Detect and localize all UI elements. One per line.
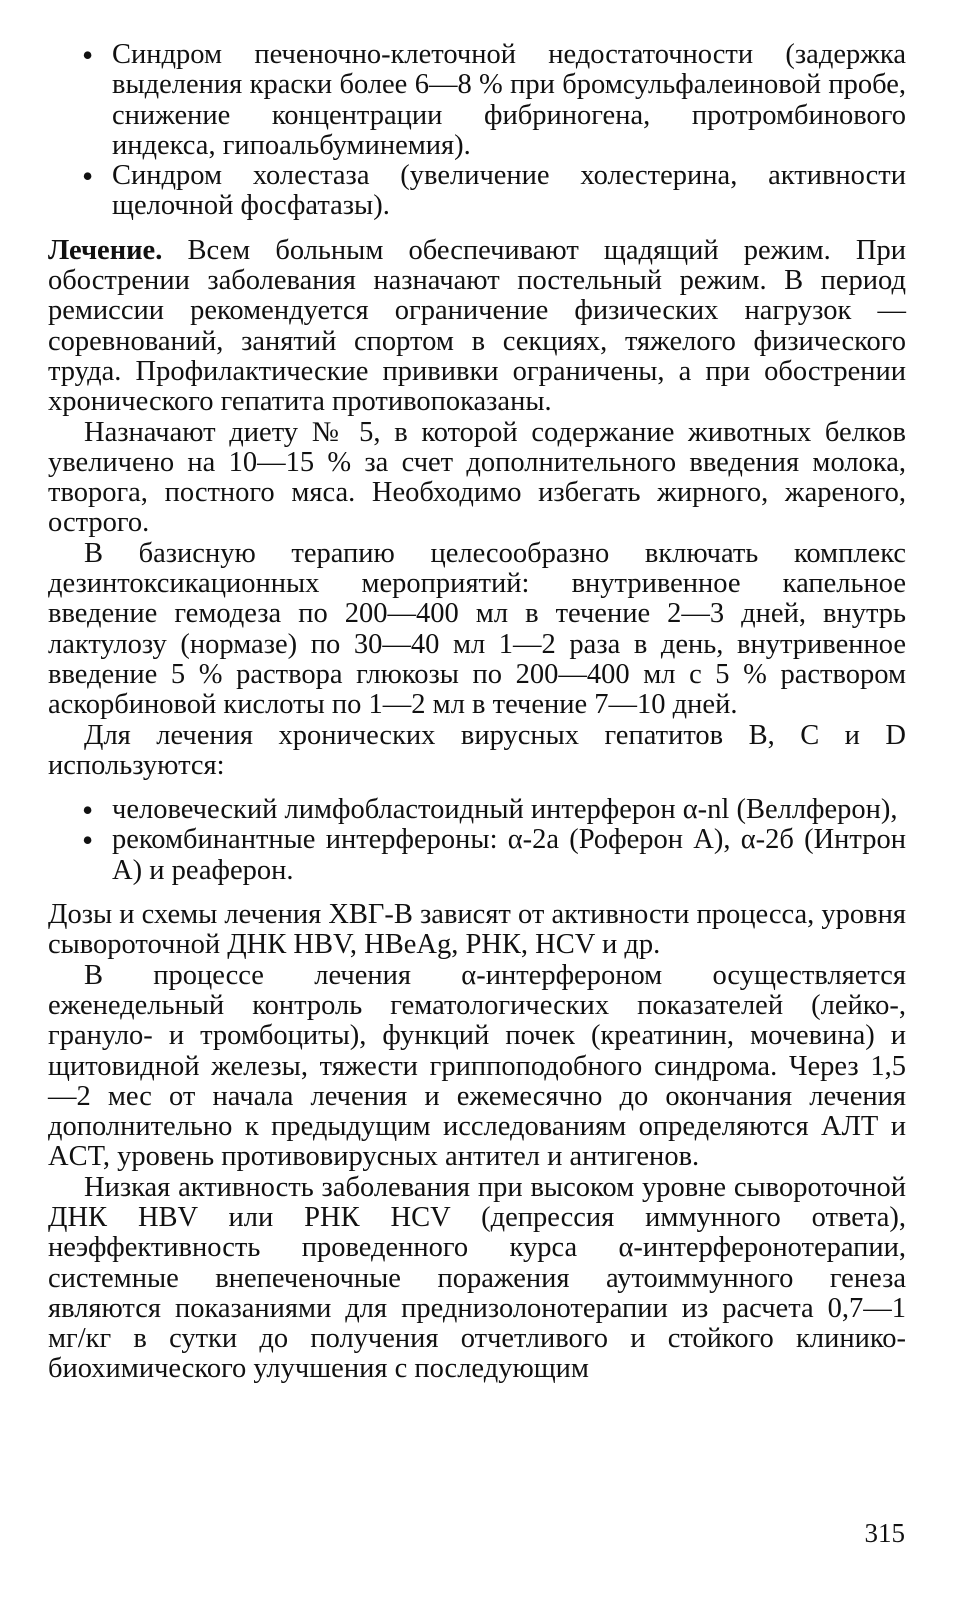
prednisolone-paragraph: Низкая активность заболевания при высоком уровне сывороточной ДНК HBV или РНК HCV (депрессия иммунного ответа), неэффективность проведенного курса α-интерферонотерапии, системные внепеченочные поражения аутоиммунного генеза являются показаниями для преднизолонотерапии из расчета 0,7—1 мг/кг в сутки до получения отчетливого и стойкого клинико-биохимического улучшения с последующим: [48, 1171, 906, 1385]
monitoring-paragraph: В процессе лечения α-интерфероном осуществляется еженедельный контроль гематологических показателей (лейко-, грануло- и тромбоциты), функций почек (креатинин, мочевина) и щитовидной железы, тяжести гриппоподобного синдрома. Через 1,5—2 мес от начала лечения и ежемесячно до окончания лечения дополнительно к предыдущим исследованиям определяются АЛТ и ACT, уровень противовирусных антител и антигенов.: [48, 959, 906, 1173]
therapy-paragraph: В базисную терапию целесообразно включать комплекс дезинтоксикационных мероприятий: внутривенное капельное введение гемодеза по 200—400 мл в течение 2—3 дней, внутрь лактулозу (нормазе) по 30—40 мл 1—2 раза в день, внутривенное введение 5 % раствора глюкозы по 200—400 мл с 5 % раствором аскорбиновой кислоты по 1—2 мл в течение 7—10 дней.: [48, 537, 906, 721]
list-item: • Синдром печеночно-клеточной недостаточности (задержка выделения краски более 6—8 % при бромсульфалеиновой пробе, снижение концентрации фибриногена, протромбинового индекса, гипоальбуминемия).: [48, 40, 906, 161]
doses-paragraph: Дозы и схемы лечения ХВГ-В зависят от активности процесса, уровня сывороточной ДНК HBV, HBeAg, РНК, HCV и др.: [48, 899, 906, 961]
hepatitis-paragraph: Для лечения хронических вирусных гепатитов В, С и D используются:: [48, 719, 906, 781]
list-item: • Синдром холестаза (увеличение холестерина, активности щелочной фосфатазы).: [48, 161, 906, 222]
syndrome-list: [48, 40, 906, 222]
interferon-list: [48, 795, 906, 886]
section-heading: Лечение.: [48, 234, 163, 266]
treatment-text: Всем больным обеспечивают щадящий режим. При обострении заболевания назначают постельный режим. В период ремиссии рекомендуется ограничение физических нагрузок — соревнований, занятий спортом в секциях, тяжелого физического труда. Профилактические прививки ограничены, а при обострении хронического гепатита противопоказаны.: [48, 234, 906, 418]
list-item: • человеческий лимфобластоидный интерферон α-nl (Веллферон),: [48, 795, 906, 825]
page-number: 315: [864, 1518, 905, 1548]
treatment-paragraph: [48, 236, 906, 418]
diet-paragraph: Назначают диету № 5, в которой содержание животных белков увеличено на 10—15 % за счет дополнительного введения молока, творога, постного мяса. Необходимо избегать жирного, жареного, острого.: [48, 416, 906, 539]
page-body: [48, 40, 906, 1385]
list-item: • рекомбинантные интерфероны: α-2а (Роферон А), α-2б (Интрон А) и реаферон.: [48, 825, 906, 886]
